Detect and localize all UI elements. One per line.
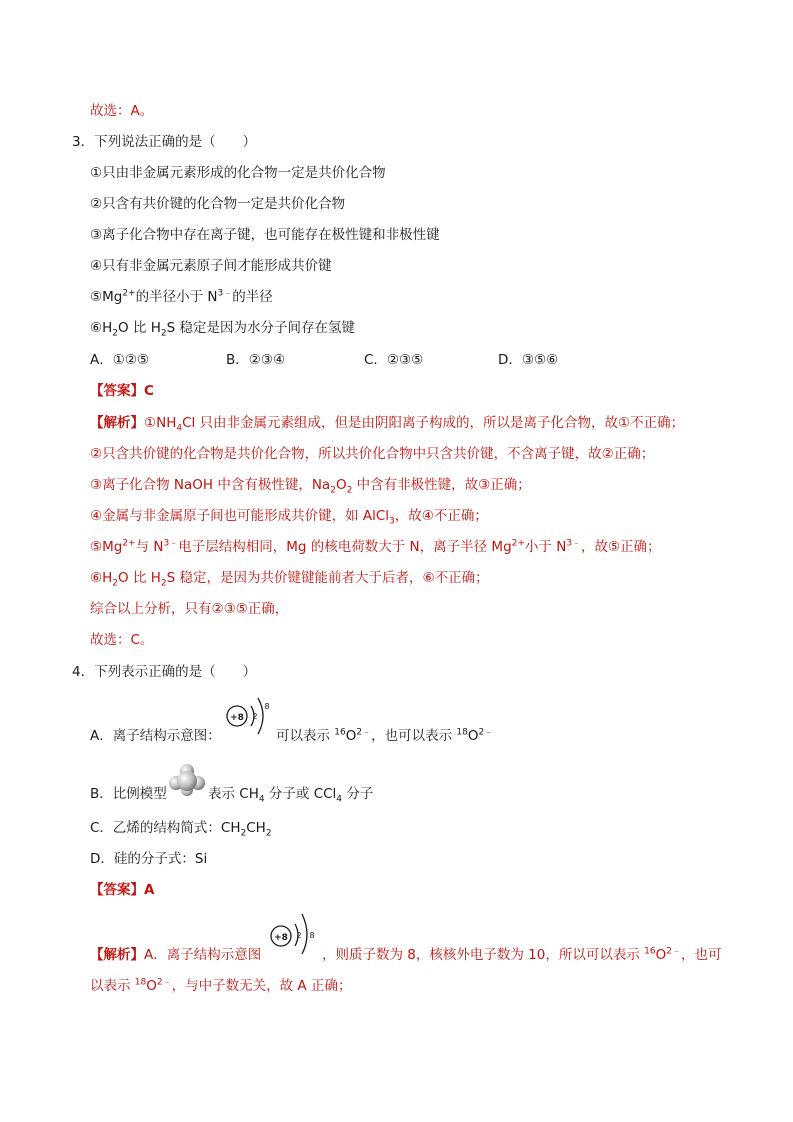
q3-analysis-2: ②只含共价键的化合物是共价化合物，所以共价化合物中只含共价键，不含离子键，故②正确； (90, 446, 655, 462)
q3-statement-1: ①只由非金属元素形成的化合物一定是共价化合物 (90, 165, 386, 181)
q3-choose-line: 故选：C。 (90, 632, 154, 648)
q4-option-b-text: 表示 $CH_4$ 分子或 CCl$_4$ 分子 (208, 786, 374, 805)
q4-analysis-line-1: ，则质子数为 8，核核外电子数为 10，所以可以表示 $^{16}O^{2﹣}$，也可 (322, 946, 722, 963)
q4-stem: 4．下列表示正确的是（ ） (72, 664, 257, 680)
q3-statement-5: $⑤Mg^{2+}$的半径小于 $N^{3﹣}$的半径 (90, 288, 273, 305)
q3-statement-2: ②只含有共价键的化合物一定是共价化合物 (90, 196, 346, 212)
q3-answer: 【答案】C (90, 383, 154, 399)
ion-shell-2-label: 8 (264, 702, 270, 711)
q3-option-c: C．②③⑤ (364, 352, 424, 368)
q4-analysis-line-2: 以表示 $^{18}O^{2﹣}$，与中子数无关，故 A 正确； (90, 977, 352, 994)
q4-option-c: C．乙烯的结构简式：$CH_2CH_2$ (90, 820, 272, 839)
q4-analysis-label: 【解析】A．离子结构示意图 (90, 947, 262, 963)
q4-answer: 【答案】A (90, 882, 155, 898)
q3-option-d: D．③⑤⑥ (498, 352, 559, 368)
q4-option-a-label: A．离子结构示意图： (90, 728, 221, 744)
q4-option-b-label: B．比例模型 (90, 786, 167, 802)
q4-option-d: D．硅的分子式：Si (90, 851, 208, 867)
q3-analysis-summary: 综合以上分析，只有②③⑤正确， (90, 601, 289, 617)
q3-statement-6: $⑥H_2O$ 比 $H_2S$ 稳定是因为水分子间存在氢键 (90, 320, 355, 339)
q3-analysis-1: 【解析】$①NH_4Cl$ 只由非金属元素组成，但是由阴阳离子构成的，所以是离子化合物，故①不正确； (90, 415, 685, 434)
q3-analysis-4: ④金属与非金属原子间也可能形成共价键，如 AlCl$_3$，故④不正确； (90, 508, 488, 527)
analysis-ion-nucleus-label: +8 (274, 933, 288, 943)
q3-statement-3: ③离子化合物中存在离子键，也可能存在极性键和非极性键 (90, 227, 440, 243)
analysis-ion-structure-diagram (268, 908, 320, 956)
analysis-ion-shell-2-label: 8 (309, 931, 315, 940)
prev-choose-line: 故选：A。 (90, 103, 154, 119)
space-filling-model-image (168, 763, 206, 797)
q3-statement-4: ④只有非金属元素原子间才能形成共价键 (90, 258, 332, 274)
q4-option-a-text: 可以表示 $^{16}O^{2﹣}$，也可以表示 $^{18}O^{2﹣}$ (276, 727, 494, 744)
q3-analysis-6: $⑥H_2O$ 比 $H_2S$ 稳定，是因为共价键键能前者大于后者，⑥不正确； (90, 570, 489, 589)
q3-analysis-3: ③离子化合物 NaOH 中含有极性键，$Na_2O_2$ 中含有非极性键，故③正确； (90, 477, 531, 496)
q3-option-a: A．①②⑤ (90, 352, 150, 368)
q3-analysis-5: $⑤Mg^{2+}$与 $N^{3﹣}$电子层结构相同，Mg 的核电荷数大于 N，离子半径 $Mg^{2+}$小于 $N^{3﹣}$，故⑤正确； (90, 538, 661, 555)
ion-shell-1-label: 2 (252, 712, 258, 721)
ion-structure-diagram (224, 692, 276, 740)
ion-nucleus-label: +8 (230, 713, 244, 723)
q3-stem: 3．下列说法正确的是（ ） (72, 134, 257, 150)
analysis-ion-shell-1-label: 2 (296, 931, 302, 940)
q3-option-b: B．②③④ (226, 352, 286, 368)
